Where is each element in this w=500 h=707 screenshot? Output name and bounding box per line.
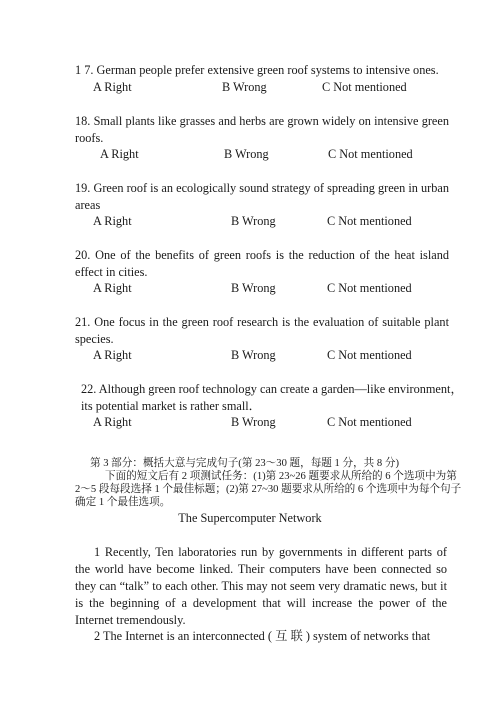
section3-instruction-line2: 2～5 段每段选择 1 个最佳标题；(2)第 27~30 题要求从所给的 6 个选项中为每个句子 bbox=[75, 484, 462, 495]
q19-option-b[interactable]: B Wrong bbox=[231, 214, 276, 228]
q22-option-a[interactable]: A Right bbox=[93, 415, 132, 429]
q20-option-c[interactable]: C Not mentioned bbox=[327, 281, 412, 295]
q17-option-c[interactable]: C Not mentioned bbox=[322, 80, 407, 94]
section3-heading: 第 3 部分：概括大意与完成句子(第 23～30 题，每题 1 分，共 8 分) bbox=[90, 458, 399, 469]
q19-option-c[interactable]: C Not mentioned bbox=[327, 214, 412, 228]
section3-instruction-line1: 下面的短文后有 2 项测试任务：(1)第 23~26 题要求从所给的 6 个选项中为第 bbox=[105, 471, 457, 482]
passage-paragraph-1: 1 Recently, Ten laboratories run by governments in different parts of the world have become linked. Their computers have been connected so they can “talk” to each other. This may not seem very dramatic news, but it is the beginning of a development that will increase the power of the Internet tremendously. bbox=[75, 545, 447, 627]
q19-option-a[interactable]: A Right bbox=[93, 214, 132, 228]
q18-option-a[interactable]: A Right bbox=[100, 147, 139, 161]
q21-option-a[interactable]: A Right bbox=[93, 348, 132, 362]
q22-option-b[interactable]: B Wrong bbox=[231, 415, 276, 429]
q17-option-b[interactable]: B Wrong bbox=[222, 80, 267, 94]
passage-paragraph-2: 2 The Internet is an interconnected ( 互 联 ) system of networks that bbox=[94, 629, 431, 643]
question-20-stem: 20. One of the benefits of green roofs is the reduction of the heat island effect in cities. bbox=[75, 248, 449, 279]
question-22-stem-line1: 22. Although green roof technology can create a garden—like environment， bbox=[81, 382, 463, 396]
q22-option-c[interactable]: C Not mentioned bbox=[327, 415, 412, 429]
q21-option-c[interactable]: C Not mentioned bbox=[327, 348, 412, 362]
section3-instruction-line3: 确定 1 个最佳选项。 bbox=[75, 497, 171, 508]
question-22-stem-line2: its potential market is rather small． bbox=[81, 399, 261, 413]
q20-option-a[interactable]: A Right bbox=[93, 281, 132, 295]
question-18-stem: 18. Small plants like grasses and herbs are grown widely on intensive green roofs. bbox=[75, 114, 449, 145]
q21-option-b[interactable]: B Wrong bbox=[231, 348, 276, 362]
q18-option-c[interactable]: C Not mentioned bbox=[328, 147, 413, 161]
question-19-stem: 19. Green roof is an ecologically sound strategy of spreading green in urban areas bbox=[75, 181, 449, 212]
passage-title: The Supercomputer Network bbox=[178, 511, 322, 525]
q20-option-b[interactable]: B Wrong bbox=[231, 281, 276, 295]
question-17-stem: 1 7. German people prefer extensive green roof systems to intensive ones. bbox=[75, 63, 439, 77]
q18-option-b[interactable]: B Wrong bbox=[224, 147, 269, 161]
q17-option-a[interactable]: A Right bbox=[93, 80, 132, 94]
question-21-stem: 21. One focus in the green roof research is the evaluation of suitable plant species. bbox=[75, 315, 449, 346]
